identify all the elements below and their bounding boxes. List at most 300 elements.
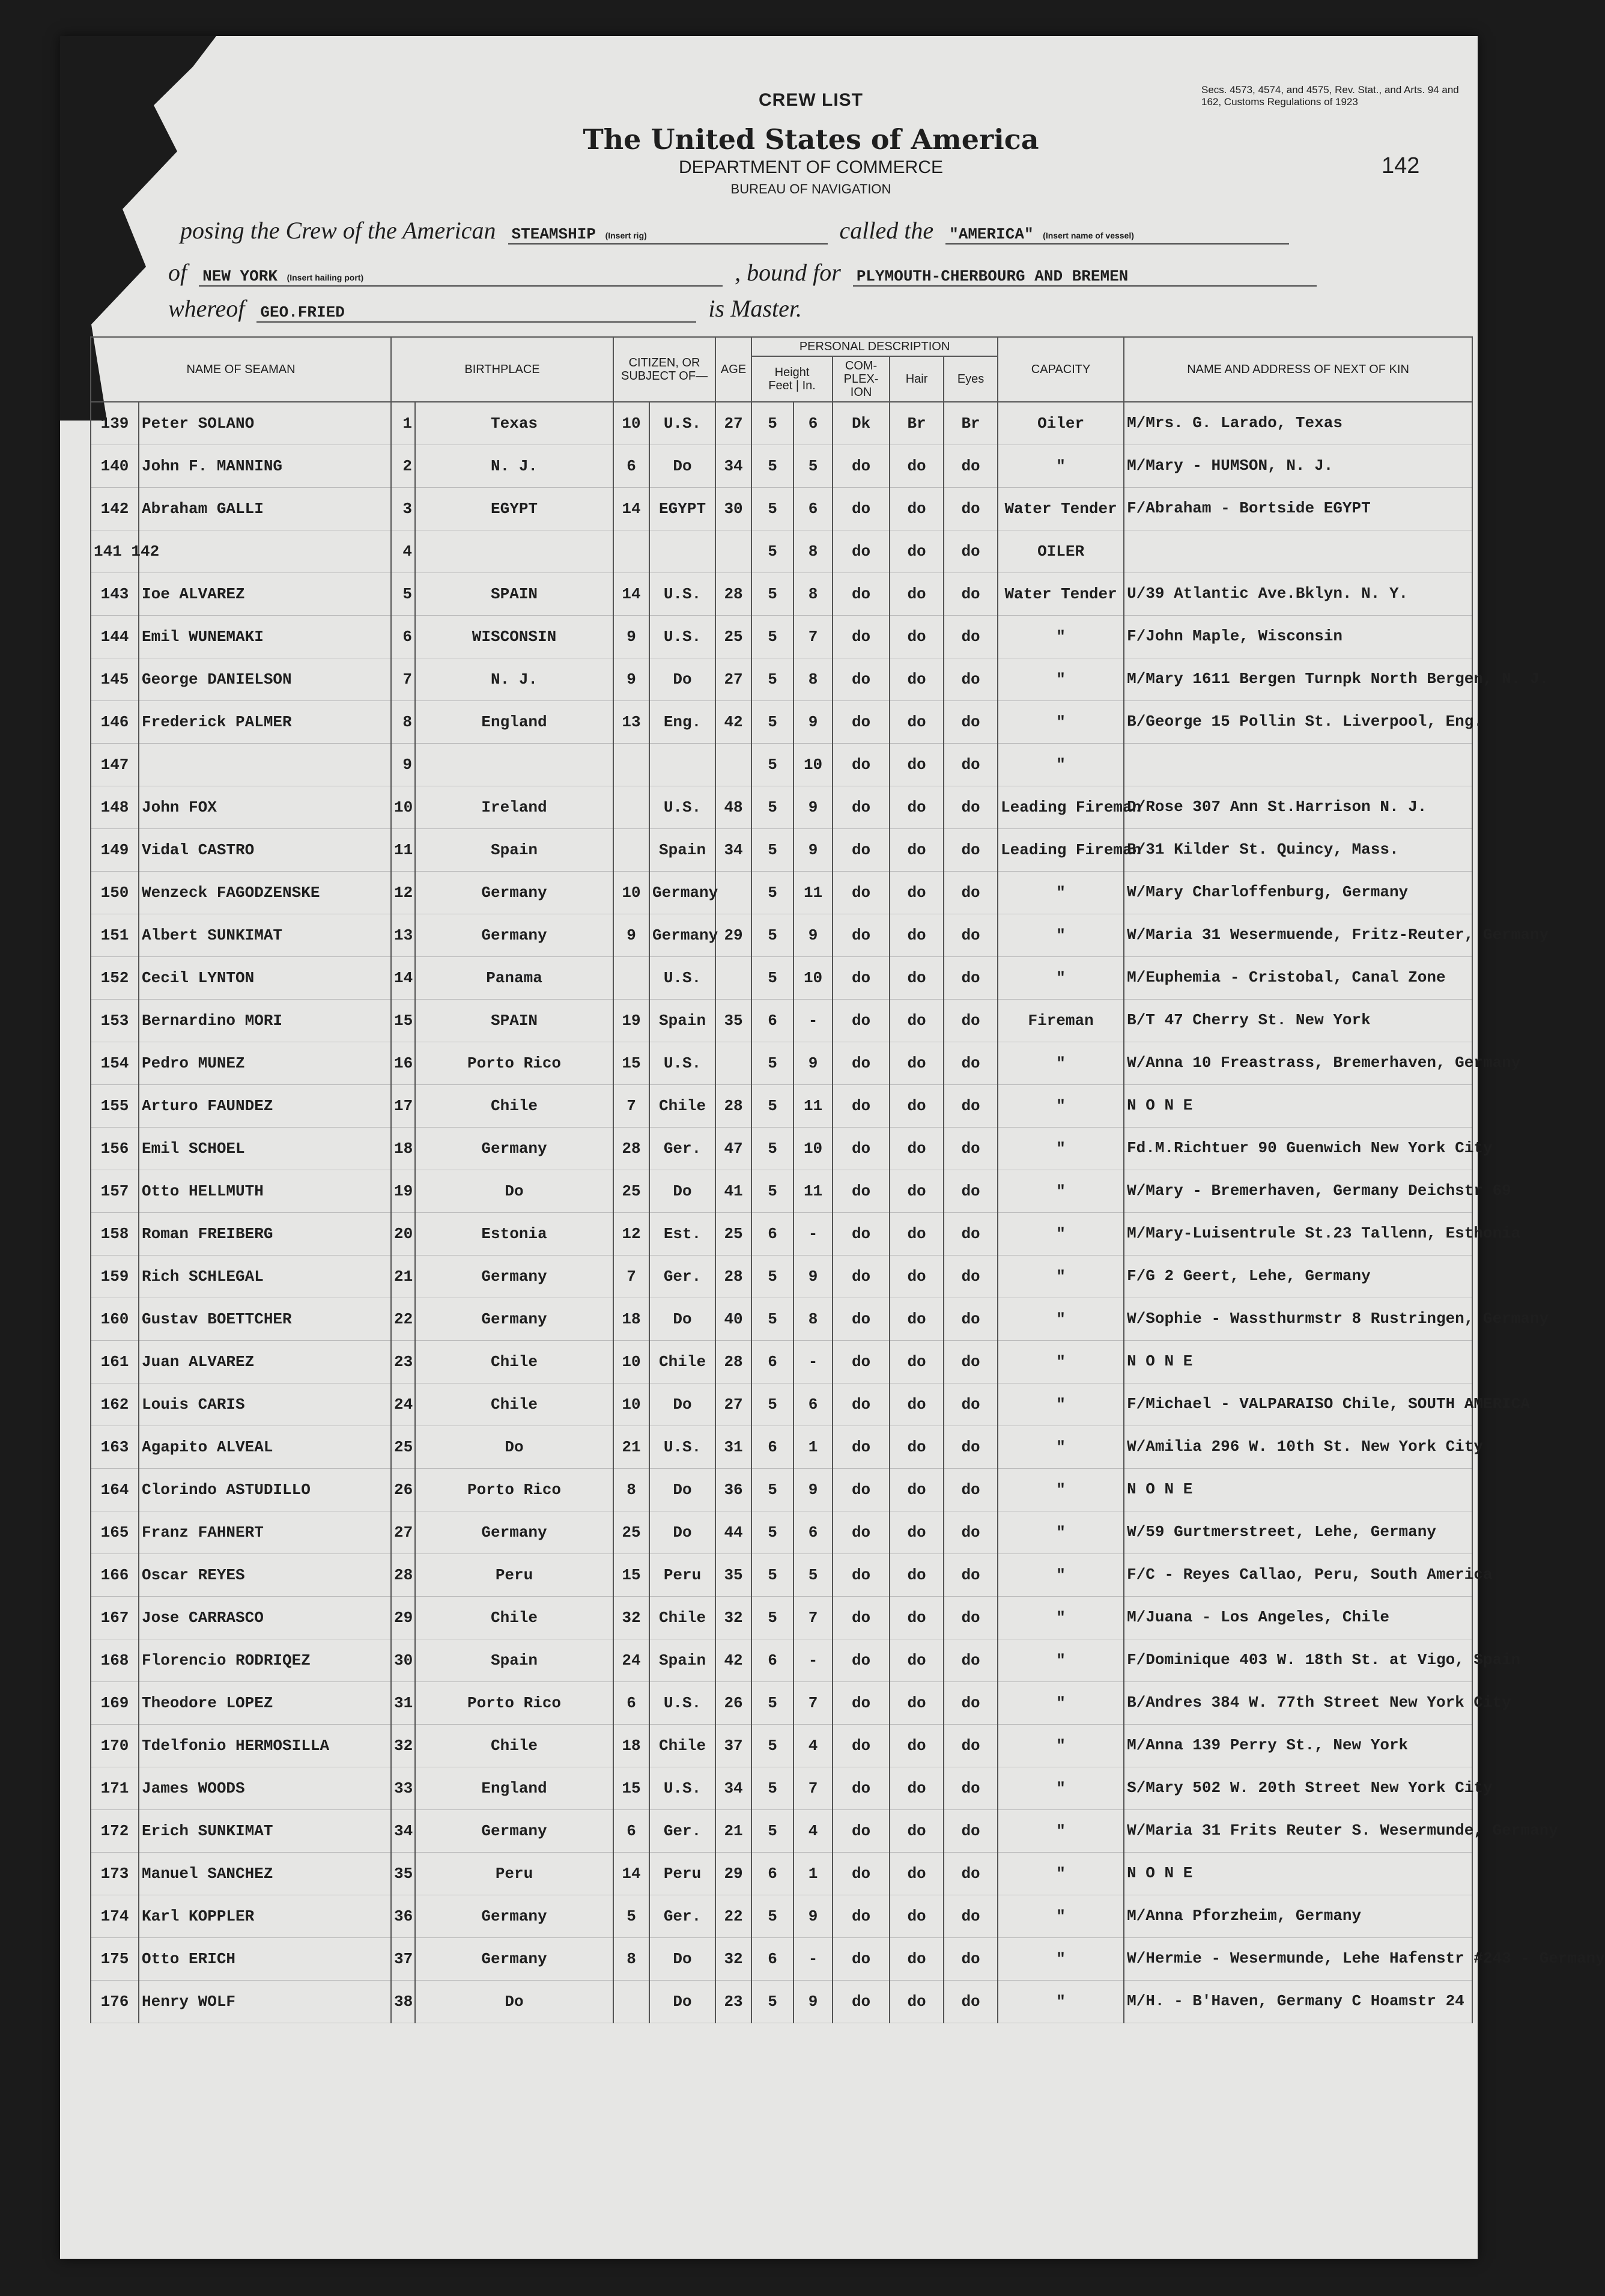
birthplace-cell: EGYPT (415, 488, 613, 530)
height-feet-cell: 5 (751, 829, 793, 872)
complexion-cell: do (833, 1938, 890, 1981)
height-feet-cell: 5 (751, 573, 793, 616)
citizenship-cell: Ger. (649, 1256, 715, 1298)
complexion-cell: do (833, 1853, 890, 1895)
table-row (91, 1256, 1472, 1298)
age-cell (715, 1042, 751, 1085)
table-row (91, 1767, 1472, 1810)
row-number-cell: 174 (91, 1895, 139, 1938)
citizen-code-cell: 15 (613, 1767, 649, 1810)
complexion-cell: do (833, 872, 890, 914)
next-of-kin-cell: W/Mary - Bremerhaven, Germany Deichstr 69 (1124, 1170, 1472, 1213)
eyes-cell: do (944, 445, 998, 488)
line-number-cell: 15 (391, 1000, 415, 1042)
hair-cell: do (890, 1000, 944, 1042)
line-number-cell: 14 (391, 957, 415, 1000)
hair-cell: do (890, 1767, 944, 1810)
complexion-cell: do (833, 1469, 890, 1511)
hair-cell: do (890, 914, 944, 957)
table-row (91, 829, 1472, 872)
port-hint: (Insert hailing port) (287, 273, 364, 282)
height-inches-cell: 1 (793, 1853, 833, 1895)
seaman-name-cell: Juan ALVAREZ (139, 1341, 391, 1383)
height-inches-cell: 8 (793, 530, 833, 573)
next-of-kin-cell: W/Sophie - Wassthurmstr 8 Rustringen, Germany (1124, 1298, 1472, 1341)
eyes-cell: do (944, 1170, 998, 1213)
complexion-cell: do (833, 1213, 890, 1256)
line-number-cell: 21 (391, 1256, 415, 1298)
eyes-cell: do (944, 1256, 998, 1298)
age-cell: 30 (715, 488, 751, 530)
row-number-cell: 163 (91, 1426, 139, 1469)
row-number-cell: 142 (91, 488, 139, 530)
row-number-cell: 164 (91, 1469, 139, 1511)
row-number-cell: 148 (91, 786, 139, 829)
hair-cell: do (890, 1085, 944, 1128)
citizen-code-cell: 13 (613, 701, 649, 744)
table-row (91, 658, 1472, 701)
table-row (91, 1298, 1472, 1341)
hair-cell: do (890, 1383, 944, 1426)
eyes-cell: do (944, 1383, 998, 1426)
birthplace-cell: Chile (415, 1383, 613, 1426)
hair-cell: do (890, 1725, 944, 1767)
hair-cell: do (890, 1042, 944, 1085)
next-of-kin-cell: W/Amilia 296 W. 10th St. New York City (1124, 1426, 1472, 1469)
citizenship-cell: Germany (649, 914, 715, 957)
hair-cell: do (890, 1426, 944, 1469)
line-number-cell: 18 (391, 1128, 415, 1170)
hair-cell: do (890, 1128, 944, 1170)
citizenship-cell: Do (649, 1170, 715, 1213)
row-number-cell: 169 (91, 1682, 139, 1725)
age-cell: 28 (715, 573, 751, 616)
height-inches-cell: 9 (793, 914, 833, 957)
complexion-cell: do (833, 1981, 890, 2023)
capacity-cell: " (998, 701, 1124, 744)
height-feet-cell: 6 (751, 1938, 793, 1981)
col-hair: Hair (890, 356, 944, 402)
hair-cell: do (890, 1597, 944, 1639)
country-heading: The United States of America (583, 123, 1039, 156)
line-number-cell: 30 (391, 1639, 415, 1682)
row-number-cell: 156 (91, 1128, 139, 1170)
citizenship-cell: U.S. (649, 1767, 715, 1810)
next-of-kin-cell: W/59 Gurtmerstreet, Lehe, Germany (1124, 1511, 1472, 1554)
hair-cell: do (890, 1511, 944, 1554)
eyes-cell: do (944, 1042, 998, 1085)
seaman-name-cell: George DANIELSON (139, 658, 391, 701)
line-number-cell: 25 (391, 1426, 415, 1469)
col-inches: In. (802, 379, 816, 392)
citizen-code-cell: 24 (613, 1639, 649, 1682)
complexion-cell: do (833, 957, 890, 1000)
birthplace-cell: N. J. (415, 658, 613, 701)
complexion-cell: do (833, 1170, 890, 1213)
table-row (91, 744, 1472, 786)
age-cell: 36 (715, 1469, 751, 1511)
next-of-kin-cell: M/Anna Pforzheim, Germany (1124, 1895, 1472, 1938)
table-row (91, 1000, 1472, 1042)
height-feet-cell: 5 (751, 872, 793, 914)
hair-cell: do (890, 1682, 944, 1725)
eyes-cell: Br (944, 402, 998, 445)
table-row (91, 1469, 1472, 1511)
line-number-cell: 22 (391, 1298, 415, 1341)
age-cell: 32 (715, 1597, 751, 1639)
height-feet-cell: 5 (751, 1128, 793, 1170)
birthplace-cell (415, 530, 613, 573)
next-of-kin-cell: M/H. - B'Haven, Germany C Hoamstr 24 (1124, 1981, 1472, 2023)
height-inches-cell: 4 (793, 1810, 833, 1853)
age-cell: 21 (715, 1810, 751, 1853)
line-number-cell: 26 (391, 1469, 415, 1511)
birthplace-cell: SPAIN (415, 573, 613, 616)
capacity-cell: " (998, 1511, 1124, 1554)
row-number-cell: 141 142 (91, 530, 139, 573)
birthplace-cell: Germany (415, 1511, 613, 1554)
birthplace-cell: WISCONSIN (415, 616, 613, 658)
height-feet-cell: 6 (751, 1000, 793, 1042)
birthplace-cell: Germany (415, 872, 613, 914)
birthplace-cell: Spain (415, 829, 613, 872)
next-of-kin-cell: W/Maria 31 Frits Reuter S. Wesermunde, Germany (1124, 1810, 1472, 1853)
citizenship-cell: Do (649, 1383, 715, 1426)
complexion-cell: do (833, 1725, 890, 1767)
height-inches-cell: 11 (793, 1085, 833, 1128)
row-number-cell: 161 (91, 1341, 139, 1383)
row-number-cell: 158 (91, 1213, 139, 1256)
page-number: 142 (1382, 153, 1420, 178)
height-inches-cell: 10 (793, 744, 833, 786)
line-number-cell: 7 (391, 658, 415, 701)
age-cell: 22 (715, 1895, 751, 1938)
citizenship-cell: Do (649, 1469, 715, 1511)
birthplace-cell: Spain (415, 1639, 613, 1682)
rig-hint: (Insert rig) (605, 231, 647, 240)
citizenship-cell: EGYPT (649, 488, 715, 530)
table-row (91, 1639, 1472, 1682)
seaman-name-cell: Arturo FAUNDEZ (139, 1085, 391, 1128)
height-inches-cell: 9 (793, 1042, 833, 1085)
height-feet-cell: 5 (751, 1256, 793, 1298)
citizenship-cell: Est. (649, 1213, 715, 1256)
hair-cell: do (890, 488, 944, 530)
table-row (91, 1383, 1472, 1426)
height-feet-cell: 6 (751, 1426, 793, 1469)
next-of-kin-cell: M/Mary - HUMSON, N. J. (1124, 445, 1472, 488)
line-number-cell: 19 (391, 1170, 415, 1213)
capacity-cell: " (998, 1213, 1124, 1256)
age-cell: 28 (715, 1085, 751, 1128)
is-master-label: is Master. (708, 295, 802, 322)
height-feet-cell: 5 (751, 530, 793, 573)
height-feet-cell: 5 (751, 616, 793, 658)
row-number-cell: 154 (91, 1042, 139, 1085)
complexion-cell: do (833, 1341, 890, 1383)
height-feet-cell: 5 (751, 1810, 793, 1853)
height-feet-cell: 5 (751, 488, 793, 530)
line-number-cell: 31 (391, 1682, 415, 1725)
line-number-cell: 16 (391, 1042, 415, 1085)
age-cell: 29 (715, 914, 751, 957)
height-feet-cell: 5 (751, 1767, 793, 1810)
capacity-cell: Water Tender (998, 573, 1124, 616)
height-inches-cell: 11 (793, 1170, 833, 1213)
line-number-cell: 5 (391, 573, 415, 616)
citizenship-cell: Chile (649, 1725, 715, 1767)
line-number-cell: 4 (391, 530, 415, 573)
capacity-cell: " (998, 1383, 1124, 1426)
capacity-cell: " (998, 1938, 1124, 1981)
eyes-cell: do (944, 1767, 998, 1810)
master-line (168, 294, 802, 323)
row-number-cell: 152 (91, 957, 139, 1000)
eyes-cell: do (944, 786, 998, 829)
eyes-cell: do (944, 1213, 998, 1256)
citizen-code-cell (613, 744, 649, 786)
age-cell: 41 (715, 1170, 751, 1213)
height-feet-cell: 5 (751, 744, 793, 786)
table-row (91, 1895, 1472, 1938)
complexion-cell: Dk (833, 402, 890, 445)
birthplace-cell: Ireland (415, 786, 613, 829)
table-row (91, 1085, 1472, 1128)
capacity-cell: " (998, 744, 1124, 786)
complexion-cell: do (833, 573, 890, 616)
hair-cell: do (890, 786, 944, 829)
capacity-cell: " (998, 872, 1124, 914)
row-number-cell: 170 (91, 1725, 139, 1767)
height-inches-cell: 9 (793, 1981, 833, 2023)
capacity-cell: " (998, 1895, 1124, 1938)
hair-cell: do (890, 744, 944, 786)
age-cell: 40 (715, 1298, 751, 1341)
citizen-code-cell: 6 (613, 1682, 649, 1725)
age-cell: 27 (715, 1383, 751, 1426)
line-number-cell: 17 (391, 1085, 415, 1128)
height-inches-cell: - (793, 1639, 833, 1682)
table-row (91, 1511, 1472, 1554)
eyes-cell: do (944, 872, 998, 914)
table-row (91, 1597, 1472, 1639)
table-row (91, 573, 1472, 616)
height-inches-cell: 6 (793, 1511, 833, 1554)
birthplace-cell: Peru (415, 1554, 613, 1597)
age-cell: 35 (715, 1000, 751, 1042)
citizen-code-cell: 19 (613, 1000, 649, 1042)
next-of-kin-cell (1124, 744, 1472, 786)
next-of-kin-cell: F/Dominique 403 W. 18th St. at Vigo, Spain (1124, 1639, 1472, 1682)
table-row (91, 1341, 1472, 1383)
eyes-cell: do (944, 1895, 998, 1938)
birthplace-cell: Chile (415, 1341, 613, 1383)
seaman-name-cell: Frederick PALMER (139, 701, 391, 744)
table-row (91, 1938, 1472, 1981)
table-row (91, 957, 1472, 1000)
height-feet-cell: 5 (751, 957, 793, 1000)
capacity-cell: " (998, 1981, 1124, 2023)
capacity-cell: " (998, 1853, 1124, 1895)
age-cell: 42 (715, 701, 751, 744)
seaman-name-cell: Otto ERICH (139, 1938, 391, 1981)
height-feet-cell: 5 (751, 445, 793, 488)
birthplace-cell: Estonia (415, 1213, 613, 1256)
row-number-cell: 172 (91, 1810, 139, 1853)
hair-cell: do (890, 1895, 944, 1938)
seaman-name-cell: Rich SCHLEGAL (139, 1256, 391, 1298)
next-of-kin-cell: D/Rose 307 Ann St.Harrison N. J. (1124, 786, 1472, 829)
complexion-cell: do (833, 1682, 890, 1725)
capacity-cell: Leading Fireman (998, 829, 1124, 872)
height-feet-cell: 5 (751, 1042, 793, 1085)
eyes-cell: do (944, 1938, 998, 1981)
capacity-cell: " (998, 1767, 1124, 1810)
of-label: of (168, 259, 187, 286)
vessel-line-prefix: posing the Crew of the American (180, 217, 496, 244)
birthplace-cell: Porto Rico (415, 1469, 613, 1511)
height-inches-cell: 9 (793, 1469, 833, 1511)
citizen-code-cell: 7 (613, 1085, 649, 1128)
hair-cell: Br (890, 402, 944, 445)
table-row (91, 701, 1472, 744)
col-height-label: Height (774, 366, 810, 379)
complexion-cell: do (833, 1767, 890, 1810)
citizenship-cell (649, 744, 715, 786)
complexion-cell: do (833, 701, 890, 744)
citizen-code-cell (613, 786, 649, 829)
seaman-name-cell: Florencio RODRIQEZ (139, 1639, 391, 1682)
row-number-cell: 173 (91, 1853, 139, 1895)
age-cell: 29 (715, 1853, 751, 1895)
age-cell (715, 530, 751, 573)
eyes-cell: do (944, 1639, 998, 1682)
citizen-code-cell: 32 (613, 1597, 649, 1639)
seaman-name-cell: Erich SUNKIMAT (139, 1810, 391, 1853)
col-name: NAME OF SEAMAN (91, 337, 391, 402)
table-row (91, 1042, 1472, 1085)
eyes-cell: do (944, 1085, 998, 1128)
age-cell: 48 (715, 786, 751, 829)
citizen-code-cell: 14 (613, 488, 649, 530)
col-height: Height Feet | In. (751, 356, 833, 402)
port-field (199, 267, 723, 287)
eyes-cell: do (944, 616, 998, 658)
complexion-cell: do (833, 530, 890, 573)
citizenship-cell: U.S. (649, 1682, 715, 1725)
height-feet-cell: 5 (751, 1725, 793, 1767)
height-inches-cell: 5 (793, 445, 833, 488)
master-field: GEO.FRIED (256, 303, 696, 323)
next-of-kin-cell: M/Mary 1611 Bergen Turnpk North Bergen, N. J. (1124, 658, 1472, 701)
birthplace-cell: Germany (415, 1128, 613, 1170)
eyes-cell: do (944, 573, 998, 616)
citizenship-cell: U.S. (649, 616, 715, 658)
birthplace-cell: Germany (415, 914, 613, 957)
birthplace-cell: Peru (415, 1853, 613, 1895)
capacity-cell: OILER (998, 530, 1124, 573)
height-feet-cell: 5 (751, 1298, 793, 1341)
capacity-cell: " (998, 1725, 1124, 1767)
complexion-cell: do (833, 914, 890, 957)
complexion-cell: do (833, 616, 890, 658)
citizen-code-cell: 10 (613, 1341, 649, 1383)
eyes-cell: do (944, 701, 998, 744)
height-inches-cell: 4 (793, 1725, 833, 1767)
col-feet: Feet (768, 379, 793, 392)
department-heading: DEPARTMENT OF COMMERCE (678, 157, 944, 177)
citizen-code-cell: 21 (613, 1426, 649, 1469)
height-inches-cell: 9 (793, 1256, 833, 1298)
table-row (91, 1853, 1472, 1895)
citizen-code-cell (613, 530, 649, 573)
birthplace-cell: N. J. (415, 445, 613, 488)
line-number-cell: 38 (391, 1981, 415, 2023)
eyes-cell: do (944, 1426, 998, 1469)
citizen-code-cell: 15 (613, 1042, 649, 1085)
seaman-name-cell: Tdelfonio HERMOSILLA (139, 1725, 391, 1767)
capacity-cell: Water Tender (998, 488, 1124, 530)
height-inches-cell: 7 (793, 1682, 833, 1725)
seaman-name-cell: John F. MANNING (139, 445, 391, 488)
bound-for-label: , bound for (735, 259, 841, 286)
line-number-cell: 9 (391, 744, 415, 786)
line-number-cell: 27 (391, 1511, 415, 1554)
complexion-cell: do (833, 744, 890, 786)
age-cell: 25 (715, 1213, 751, 1256)
line-number-cell: 34 (391, 1810, 415, 1853)
seaman-name-cell: Peter SOLANO (139, 402, 391, 445)
line-number-cell: 20 (391, 1213, 415, 1256)
citizenship-cell: Do (649, 1938, 715, 1981)
citizenship-cell: Spain (649, 1639, 715, 1682)
capacity-cell: " (998, 1810, 1124, 1853)
height-feet-cell: 5 (751, 1597, 793, 1639)
height-inches-cell: 9 (793, 829, 833, 872)
complexion-cell: do (833, 1895, 890, 1938)
seaman-name-cell: Manuel SANCHEZ (139, 1853, 391, 1895)
table-row (91, 1128, 1472, 1170)
capacity-cell: " (998, 1341, 1124, 1383)
row-number-cell: 162 (91, 1383, 139, 1426)
age-cell: 27 (715, 658, 751, 701)
next-of-kin-cell: B/31 Kilder St. Quincy, Mass. (1124, 829, 1472, 872)
citizenship-cell: Do (649, 445, 715, 488)
eyes-cell: do (944, 488, 998, 530)
col-citizen: CITIZEN, OR SUBJECT OF— (613, 337, 715, 402)
height-inches-cell: 10 (793, 1128, 833, 1170)
next-of-kin-cell: M/Juana - Los Angeles, Chile (1124, 1597, 1472, 1639)
next-of-kin-cell: B/T 47 Cherry St. New York (1124, 1000, 1472, 1042)
next-of-kin-cell: W/Mary Charloffenburg, Germany (1124, 872, 1472, 914)
height-feet-cell: 5 (751, 1554, 793, 1597)
next-of-kin-cell: W/Hermie - Wesermunde, Lehe Hafenstr #243 - Germany (1124, 1938, 1472, 1981)
eyes-cell: do (944, 530, 998, 573)
complexion-cell: do (833, 1298, 890, 1341)
table-row (91, 1725, 1472, 1767)
citizenship-cell: Spain (649, 829, 715, 872)
complexion-cell: do (833, 1810, 890, 1853)
seaman-name-cell: Jose CARRASCO (139, 1597, 391, 1639)
age-cell (715, 872, 751, 914)
seaman-name-cell: Louis CARIS (139, 1383, 391, 1426)
complexion-cell: do (833, 1639, 890, 1682)
seaman-name-cell: Agapito ALVEAL (139, 1426, 391, 1469)
next-of-kin-cell: N O N E (1124, 1085, 1472, 1128)
hair-cell: do (890, 1170, 944, 1213)
seaman-name-cell: Franz FAHNERT (139, 1511, 391, 1554)
next-of-kin-cell: M/Mrs. G. Larado, Texas (1124, 402, 1472, 445)
